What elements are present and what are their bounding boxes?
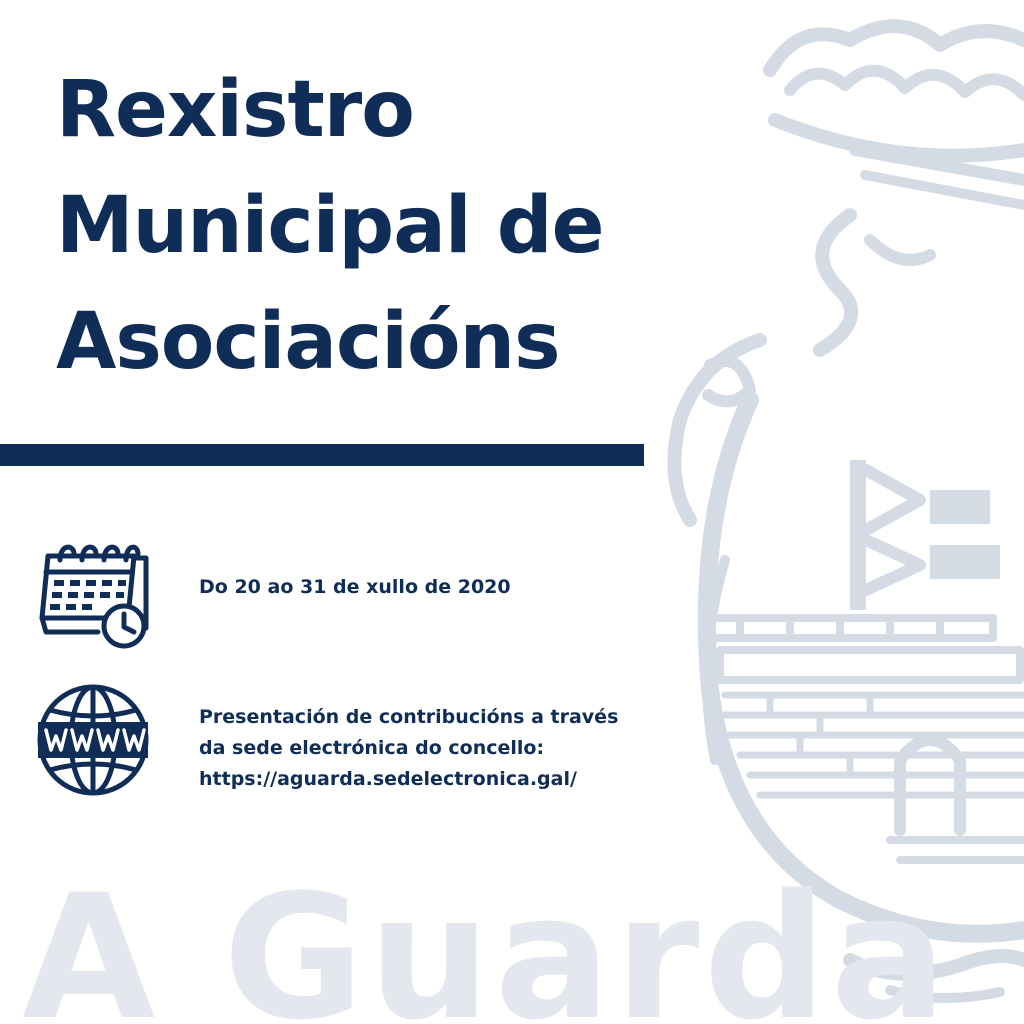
submission-line-2: da sede electrónica do concello: — [199, 737, 545, 759]
title-line-3: Asociacións — [56, 297, 560, 387]
title-divider — [0, 444, 644, 466]
page-title — [56, 52, 603, 400]
submission-info — [199, 702, 618, 795]
www-globe-icon — [34, 682, 152, 798]
watermark-text: A Guarda — [22, 857, 951, 1024]
submission-url-link[interactable]: https://aguarda.sedelectronica.gal/ — [199, 768, 577, 790]
calendar-clock-icon — [34, 538, 152, 652]
registration-dates: Do 20 ao 31 de xullo de 2020 — [199, 576, 511, 598]
title-line-2: Municipal de — [56, 181, 604, 271]
submission-line-1: Presentación de contribucións a través — [199, 706, 619, 728]
title-line-1: Rexistro — [56, 65, 414, 155]
